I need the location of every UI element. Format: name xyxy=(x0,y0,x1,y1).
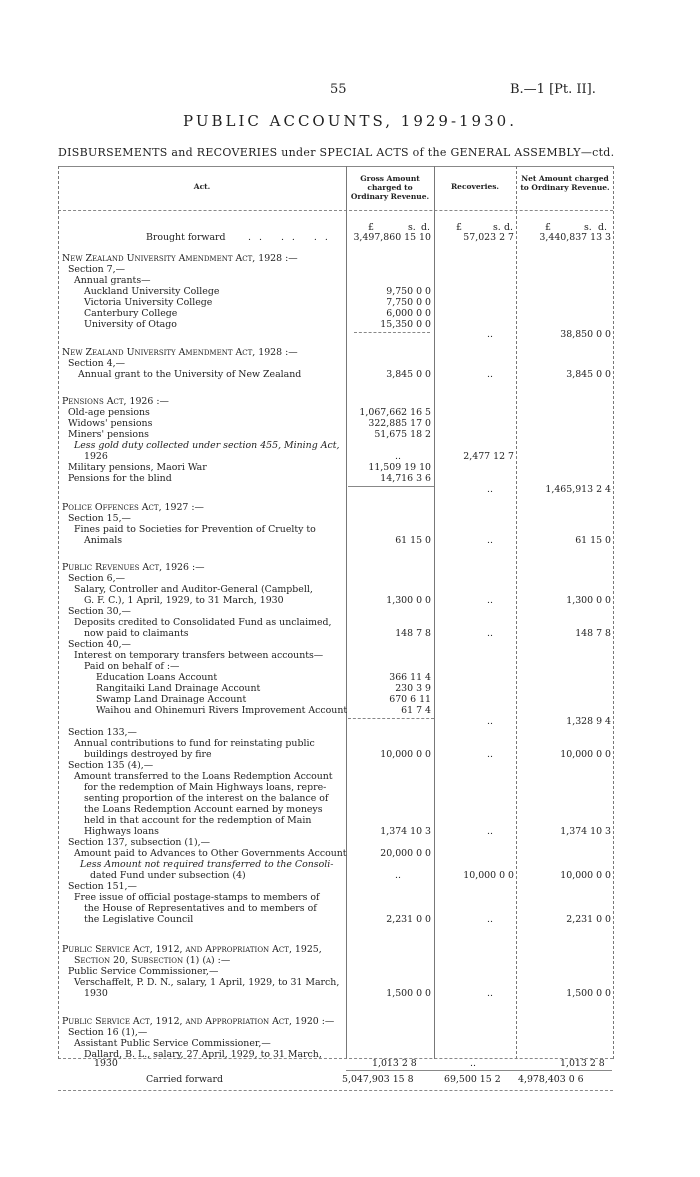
item-label: Annual grant to the University of New Zealand xyxy=(78,369,302,380)
net-amount: 3,845 0 0 xyxy=(566,369,611,380)
line-text: the Legislative Council xyxy=(84,914,194,925)
recovery-amount: .. xyxy=(487,749,493,760)
page-bottom-rule xyxy=(58,1090,613,1091)
col-rule-recoveries xyxy=(516,166,517,1059)
item-label: Widows' pensions xyxy=(68,418,153,429)
recovery-amount: .. xyxy=(487,988,493,999)
col-rule-gross xyxy=(434,166,435,1059)
section-label: Section 133,— xyxy=(68,727,137,738)
col-rule-act xyxy=(346,166,347,1059)
item-label: Swamp Land Drainage Account xyxy=(96,694,247,705)
unit-pence: d. xyxy=(598,222,607,233)
item-label: Miners' pensions xyxy=(68,429,149,440)
recovery-amount: .. xyxy=(487,535,493,546)
gross-amount: 670 6 11 xyxy=(389,694,431,705)
net-amount: 1,300 0 0 xyxy=(566,595,611,606)
gross-amount: 9,750 0 0 xyxy=(386,286,431,297)
gross-amount: 15,350 0 0 xyxy=(380,319,431,330)
recovery-amount: .. xyxy=(487,369,493,380)
recovery-amount: .. xyxy=(487,595,493,606)
net-amount: 1,328 9 4 xyxy=(566,716,611,727)
section-heading: Pensions Act, 1926 :— xyxy=(62,396,169,407)
line-text: Less gold duty collected under section 455, Mining Act, xyxy=(74,440,340,451)
recovery-amount: .. xyxy=(487,914,493,925)
subtotal-rule xyxy=(348,486,434,487)
item-label: Old-age pensions xyxy=(68,407,150,418)
gross-amount: 1,067,662 16 5 xyxy=(359,407,431,418)
gross-amount: .. xyxy=(395,451,401,462)
line-text: G. F. C.), 1 April, 1929, to 31 March, 1930 xyxy=(84,595,284,606)
net-amount: 1,500 0 0 xyxy=(566,988,611,999)
document-reference: B.—1 [Pt. II]. xyxy=(510,82,596,97)
line-text: Dallard, B. L., salary, 27 April, 1929, to 31 March, xyxy=(84,1049,322,1060)
col-header-act: Act. xyxy=(193,182,211,191)
unit-pound: £ xyxy=(456,222,462,233)
recovery-amount: 2,477 12 7 xyxy=(463,451,514,462)
recovery-amount: .. xyxy=(487,716,493,727)
net-amount: 148 7 8 xyxy=(575,628,611,639)
line-text: Animals xyxy=(84,535,123,546)
col-header-gross: Gross Amount charged to Ordinary Revenue. xyxy=(350,174,430,201)
gross-amount: 1,500 0 0 xyxy=(386,988,431,999)
subtotal-rule xyxy=(354,332,430,333)
gross-amount: 3,497,860 15 10 xyxy=(353,232,431,243)
carried-forward-label: Carried forward xyxy=(146,1074,223,1085)
col-rule-right xyxy=(613,166,614,1059)
gross-amount: 1,374 10 3 xyxy=(380,826,431,837)
line-text: 1930 xyxy=(84,988,108,999)
unit-shilling: s. xyxy=(584,222,592,233)
item-label: Victoria University College xyxy=(84,297,213,308)
gross-amount: 20,000 0 0 xyxy=(380,848,431,859)
accounts-table xyxy=(58,166,613,1059)
line-text: Public Service Commissioner,— xyxy=(68,966,219,977)
line-text: the Loans Redemption Account earned by moneys xyxy=(84,804,323,815)
total-rule xyxy=(346,1070,612,1071)
recovery-amount: 10,000 0 0 xyxy=(463,870,514,881)
section-label: Section 135 (4),— xyxy=(68,760,154,771)
line-text: Verschaffelt, P. D. N., salary, 1 April, 1929, to 31 March, xyxy=(74,977,340,988)
line-text: Amount transferred to the Loans Redemption Account xyxy=(74,771,333,782)
item-label: Rangitaiki Land Drainage Account xyxy=(96,683,261,694)
section-heading: Section 20, Subsection (1) (a) :— xyxy=(74,955,231,966)
section-heading: Public Service Act, 1912, and Appropriation Act, 1925, xyxy=(62,944,322,955)
section-label: Section 30,— xyxy=(68,606,131,617)
page-subtitle: DISBURSEMENTS and RECOVERIES under SPECIAL ACTS of the GENERAL ASSEMBLY—ctd. xyxy=(58,146,615,159)
line-text: Less Amount not required transferred to the Consoli- xyxy=(80,859,334,870)
line-text: Assistant Public Service Commissioner,— xyxy=(74,1038,271,1049)
gross-amount: 1,300 0 0 xyxy=(386,595,431,606)
line-text: Highways loans xyxy=(84,826,159,837)
net-amount: 3,440,837 13 3 xyxy=(539,232,611,243)
unit-shilling: s. xyxy=(408,222,416,233)
unit-pound: £ xyxy=(545,222,551,233)
recovery-amount: .. xyxy=(487,628,493,639)
gross-amount: 230 3 9 xyxy=(395,683,431,694)
recovery-amount: .. xyxy=(487,484,493,495)
gross-amount: 10,000 0 0 xyxy=(380,749,431,760)
line-text: Annual grants— xyxy=(74,275,151,286)
item-label: Military pensions, Maori War xyxy=(68,462,207,473)
subtotal-rule xyxy=(348,718,434,719)
line-text: 1930 xyxy=(94,1058,118,1069)
line-text: Amount paid to Advances to Other Governments Account xyxy=(74,848,347,859)
gross-amount: 5,047,903 15 8 xyxy=(342,1074,414,1085)
gross-amount: 11,509 19 10 xyxy=(368,462,431,473)
line-text: Free issue of official postage-stamps to members of xyxy=(74,892,320,903)
line-text: senting proportion of the interest on the balance of xyxy=(84,793,329,804)
gross-amount: 7,750 0 0 xyxy=(386,297,431,308)
section-label: Section 6,— xyxy=(68,573,125,584)
section-label: Section 7,— xyxy=(68,264,125,275)
section-heading: Public Service Act, 1912, and Appropriation Act, 1920 :— xyxy=(62,1016,335,1027)
line-text: now paid to claimants xyxy=(84,628,189,639)
section-heading: Public Revenues Act, 1926 :— xyxy=(62,562,205,573)
net-amount: 2,231 0 0 xyxy=(566,914,611,925)
col-header-net: Net Amount charged to Ordinary Revenue. xyxy=(520,174,610,192)
line-text: Deposits credited to Consolidated Fund as unclaimed, xyxy=(74,617,332,628)
header-rule xyxy=(58,210,613,211)
line-text: the House of Representatives and to members of xyxy=(84,903,317,914)
page-number: 55 xyxy=(330,82,347,97)
item-label: Canterbury College xyxy=(84,308,178,319)
line-text: 1926 xyxy=(84,451,108,462)
line-text: held in that account for the redemption of Main xyxy=(84,815,312,826)
line-text: for the redemption of Main Highways loans, repre- xyxy=(84,782,327,793)
section-label: Section 137, subsection (1),— xyxy=(68,837,211,848)
net-amount: 1,374 10 3 xyxy=(560,826,611,837)
net-amount: 10,000 0 0 xyxy=(560,870,611,881)
gross-amount: 148 7 8 xyxy=(395,628,431,639)
line-text: Interest on temporary transfers between accounts— xyxy=(74,650,324,661)
gross-amount: .. xyxy=(395,870,401,881)
col-rule-left xyxy=(58,166,59,1059)
item-label: Pensions for the blind xyxy=(68,473,172,484)
section-label: Section 16 (1),— xyxy=(68,1027,148,1038)
item-label: University of Otago xyxy=(84,319,177,330)
section-label: Section 15,— xyxy=(68,513,131,524)
net-amount: 1,465,913 2 4 xyxy=(545,484,611,495)
gross-amount: 14,716 3 6 xyxy=(380,473,431,484)
net-amount: 4,978,403 0 6 xyxy=(518,1074,584,1085)
line-text: Annual contributions to fund for reinstating public xyxy=(74,738,315,749)
brought-forward-label: Brought forward xyxy=(146,232,226,243)
section-label: Section 151,— xyxy=(68,881,137,892)
table-top-rule xyxy=(58,166,613,167)
recovery-amount: .. xyxy=(487,329,493,340)
section-label: Section 4,— xyxy=(68,358,125,369)
leader-dots: .. .. .. xyxy=(248,232,336,243)
col-header-recoveries: Recoveries. xyxy=(450,182,500,191)
page-title: PUBLIC ACCOUNTS, 1929-1930. xyxy=(183,112,517,130)
item-label: Education Loans Account xyxy=(96,672,218,683)
gross-amount: 61 15 0 xyxy=(395,535,431,546)
line-text: Paid on behalf of :— xyxy=(84,661,180,672)
line-text: Fines paid to Societies for Prevention of Cruelty to xyxy=(74,524,316,535)
item-label: Waihou and Ohinemuri Rivers Improvement Account xyxy=(96,705,348,716)
gross-amount: 366 11 4 xyxy=(389,672,431,683)
gross-amount: 6,000 0 0 xyxy=(386,308,431,319)
gross-amount: 1,013 2 8 xyxy=(372,1058,417,1069)
unit-pound: £ xyxy=(368,222,374,233)
gross-amount: 51,675 18 2 xyxy=(374,429,431,440)
unit-pence: d. xyxy=(504,222,513,233)
line-text: dated Fund under subsection (4) xyxy=(90,870,246,881)
gross-amount: 322,885 17 0 xyxy=(368,418,431,429)
net-amount: 10,000 0 0 xyxy=(560,749,611,760)
recovery-amount: .. xyxy=(470,1058,476,1069)
recovery-amount: .. xyxy=(487,826,493,837)
section-heading: New Zealand University Amendment Act, 1928 :— xyxy=(62,253,298,264)
section-heading: New Zealand University Amendment Act, 1928 :— xyxy=(62,347,298,358)
gross-amount: 2,231 0 0 xyxy=(386,914,431,925)
net-amount: 38,850 0 0 xyxy=(560,329,611,340)
section-label: Section 40,— xyxy=(68,639,131,650)
section-heading: Police Offences Act, 1927 :— xyxy=(62,502,204,513)
recovery-amount: 69,500 15 2 xyxy=(444,1074,501,1085)
net-amount: 61 15 0 xyxy=(575,535,611,546)
recovery-amount: 57,023 2 7 xyxy=(463,232,514,243)
gross-amount: 61 7 4 xyxy=(401,705,431,716)
line-text: buildings destroyed by fire xyxy=(84,749,212,760)
gross-amount: 3,845 0 0 xyxy=(386,369,431,380)
unit-shilling: s. xyxy=(493,222,501,233)
line-text: Salary, Controller and Auditor-General (Campbell, xyxy=(74,584,313,595)
net-amount: 1,013 2 8 xyxy=(560,1058,605,1069)
unit-pence: d. xyxy=(421,222,430,233)
item-label: Auckland University College xyxy=(84,286,220,297)
